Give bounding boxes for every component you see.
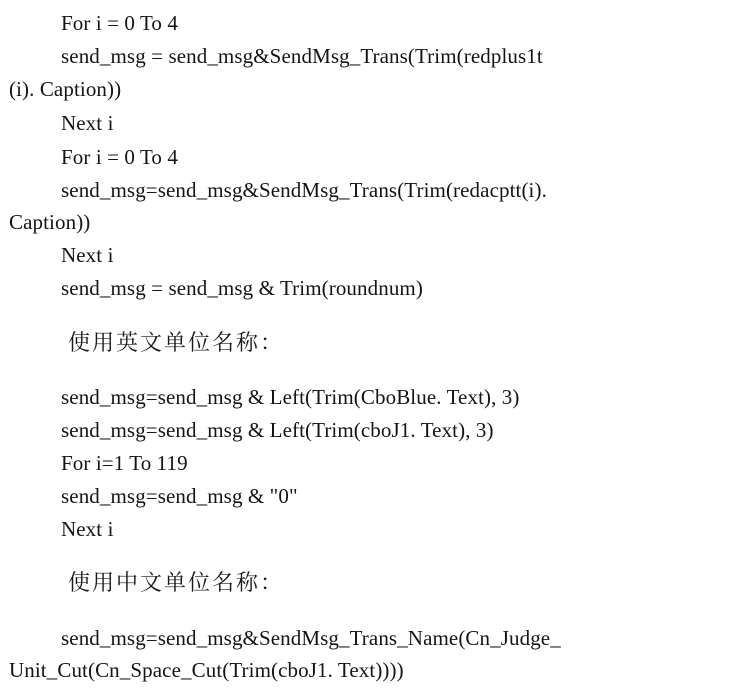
code-line: For i=1 To 119: [61, 451, 188, 475]
code-line: send_msg=send_msg&SendMsg_Trans_Name(Cn_Judge_: [61, 626, 561, 650]
code-line: Next i: [61, 517, 114, 541]
code-line: send_msg=send_msg & Left(Trim(cboJ1. Text), 3): [61, 418, 494, 442]
code-line: Next i: [61, 243, 114, 267]
code-line: send_msg=send_msg & Left(Trim(CboBlue. Text), 3): [61, 385, 520, 409]
code-line-continuation: (i). Caption)): [9, 77, 122, 101]
code-line: Next i: [61, 111, 114, 135]
section-heading-english-units: 使用英文单位名称：: [68, 331, 285, 356]
code-line: send_msg = send_msg & Trim(roundnum): [61, 276, 423, 300]
code-line-continuation: Unit_Cut(Cn_Space_Cut(Trim(cboJ1. Text)))): [9, 658, 404, 682]
code-line: send_msg=send_msg&SendMsg_Trans(Trim(redacptt(i).: [61, 178, 547, 202]
code-line: send_msg=send_msg & "0": [61, 484, 298, 508]
section-heading-chinese-units: 使用中文单位名称：: [68, 571, 285, 596]
code-line: send_msg = send_msg&SendMsg_Trans(Trim(redplus1t: [61, 44, 543, 68]
code-line: For i = 0 To 4: [61, 145, 178, 169]
code-line-continuation: Caption)): [9, 210, 91, 234]
code-line: For i = 0 To 4: [61, 11, 178, 35]
